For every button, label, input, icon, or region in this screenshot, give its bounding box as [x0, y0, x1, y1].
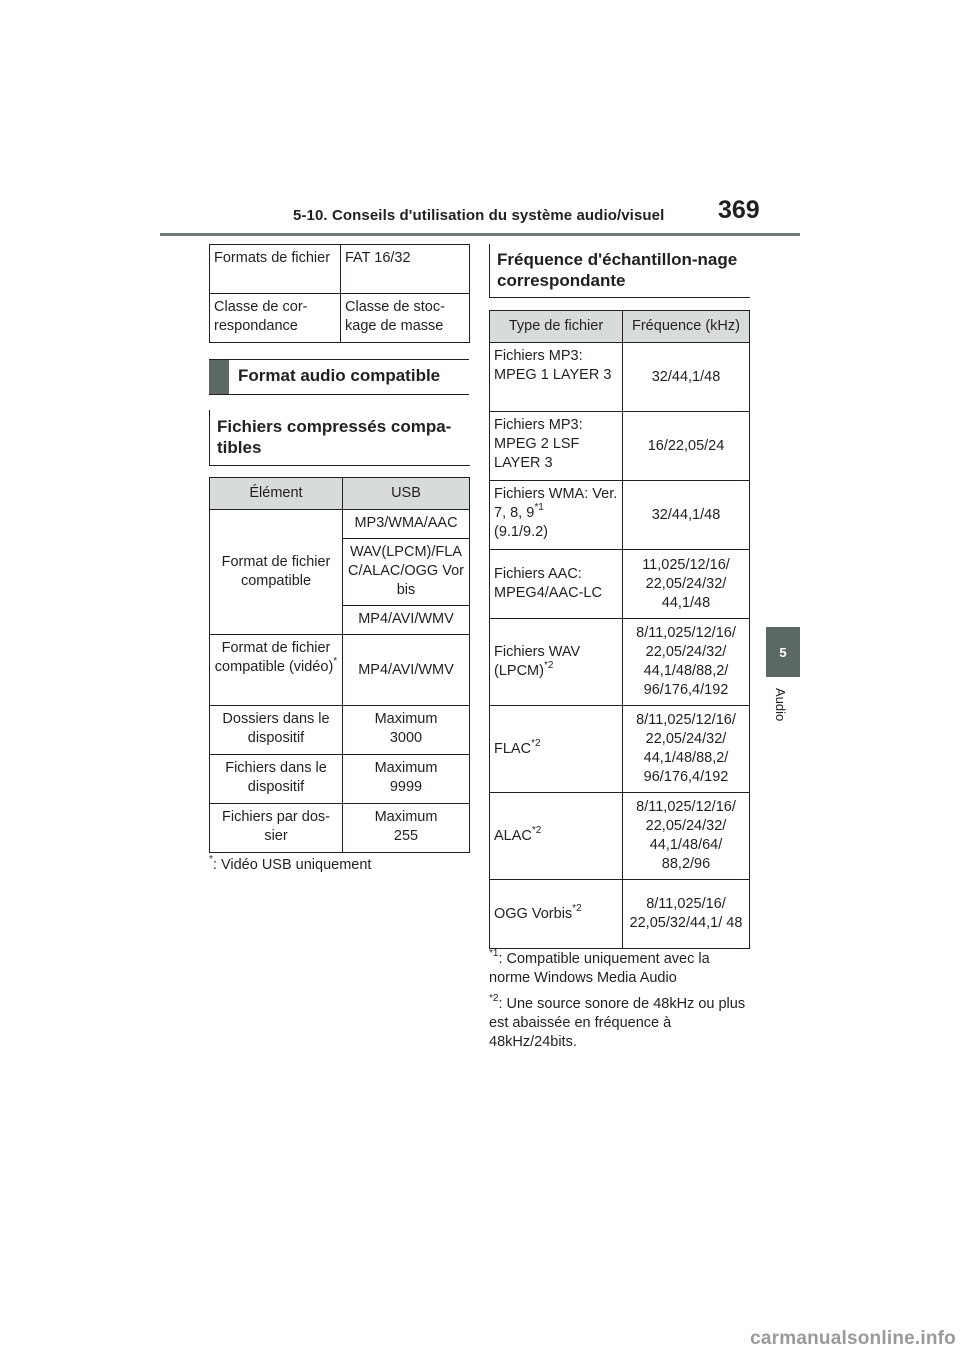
- subsection-heading: [489, 244, 750, 298]
- footnote-mark: *2: [531, 824, 542, 836]
- footnote-text: : Une source sonore de 48kHz ou plus est abaissée en fréquence à 48kHz/24bits.: [489, 996, 746, 1050]
- filesystem-table: [209, 244, 470, 343]
- footnote-mark: *1: [489, 948, 499, 960]
- chapter-tab: 5: [766, 627, 800, 677]
- table-cell-type: Fichiers MP3: MPEG 2 LSF LAYER 3: [490, 412, 623, 481]
- section-heading: [209, 359, 469, 395]
- table-cell-type: Fichiers AAC: MPEG4/AAC-LC: [490, 550, 623, 619]
- table-cell-label: [210, 635, 343, 706]
- table-cell-value: Classe de stoc-kage de masse: [341, 294, 470, 343]
- section-heading-text: Format audio compatible: [238, 366, 441, 385]
- table-cell-value: FAT 16/32: [341, 245, 470, 294]
- file-type-suffix: (9.1/9.2): [494, 524, 548, 540]
- table-cell-frequency: 32/44,1/48: [623, 481, 750, 550]
- footnote-mark: *2: [489, 993, 499, 1005]
- table-header-cell: USB: [343, 478, 470, 510]
- table-cell-type: Fichiers MP3: MPEG 1 LAYER 3: [490, 343, 623, 412]
- footnote-text: : Compatible uniquement avec la norme Windows Media Audio: [489, 951, 710, 986]
- file-type-text: Fichiers WMA: Ver. 7, 8, 9: [494, 486, 618, 521]
- table-cell-value: WAV(LPCM)/FLAC/ALAC/OGG Vorbis: [343, 539, 470, 606]
- table-row: [210, 510, 470, 539]
- table-cell-frequency: 8/11,025/12/16/ 22,05/24/32/ 44,1/48/88,2/ 96/176,4/192: [623, 619, 750, 706]
- table-cell-value: MP4/AVI/WMV: [343, 606, 470, 635]
- table-header-cell: Élément: [210, 478, 343, 510]
- subsection-heading-text: Fichiers compressés compa-tibles: [217, 417, 452, 457]
- table-row: [490, 343, 750, 412]
- footnote: [489, 950, 754, 988]
- table-cell-value: MP3/WMA/AAC: [343, 510, 470, 539]
- watermark-logo: carmanualsonline.info: [750, 1328, 956, 1349]
- table-row: [210, 755, 470, 804]
- subsection-heading: [209, 410, 470, 466]
- header-divider: [160, 233, 800, 236]
- table-row: [490, 706, 750, 793]
- page-number: 369: [718, 196, 760, 224]
- table-row: [210, 635, 470, 706]
- table-cell-value: MP4/AVI/WMV: [343, 635, 470, 706]
- table-cell-label: Dossiers dans le dispositif: [210, 706, 343, 755]
- footnote-mark: *2: [531, 737, 541, 749]
- table-row: [210, 245, 470, 294]
- table-cell-type: [490, 619, 623, 706]
- section-heading-bar: [209, 360, 229, 394]
- table-cell-type: [490, 880, 623, 949]
- table-cell-type: [490, 481, 623, 550]
- video-format-label: Format de fichier compatible (vidéo): [214, 640, 334, 675]
- footnote-text: : Vidéo USB uniquement: [212, 857, 372, 873]
- table-cell-frequency: 11,025/12/16/ 22,05/24/32/ 44,1/48: [623, 550, 750, 619]
- table-row: [490, 619, 750, 706]
- subsection-heading-text: Fréquence d'échantillon-nage correspondante: [497, 250, 738, 290]
- footnote: [489, 995, 754, 1052]
- table-cell-frequency: 16/22,05/24: [623, 412, 750, 481]
- footnote-mark: *2: [543, 660, 554, 672]
- table-cell-label: Formats de fichier: [210, 245, 341, 294]
- table-cell-value: Maximum 9999: [343, 755, 470, 804]
- table-cell-label: Format de fichier compatible: [210, 510, 343, 635]
- table-row: [490, 550, 750, 619]
- file-type-text: ALAC: [494, 827, 532, 844]
- table-cell-value: Maximum 255: [343, 804, 470, 853]
- table-cell-label: Fichiers dans le dispositif: [210, 755, 343, 804]
- table-row: [210, 294, 470, 343]
- table-row: [210, 804, 470, 853]
- file-type-text: Fichiers WAV (LPCM): [494, 644, 581, 679]
- footnote-mark: *1: [534, 502, 544, 514]
- table-cell-frequency: 32/44,1/48: [623, 343, 750, 412]
- table-cell-value: Maximum 3000: [343, 706, 470, 755]
- table-row: [490, 412, 750, 481]
- table-cell-label: Classe de cor-respondance: [210, 294, 341, 343]
- table-cell-type: [490, 706, 623, 793]
- file-type-text: OGG Vorbis: [494, 905, 573, 922]
- table-header-cell: Type de fichier: [490, 311, 623, 343]
- table-row: [490, 481, 750, 550]
- chapter-label: Audio: [773, 688, 788, 722]
- table-cell-label: Fichiers par dos-sier: [210, 804, 343, 853]
- file-type-text: FLAC: [494, 740, 532, 757]
- table-header-row: [210, 478, 470, 510]
- table-cell-frequency: 8/11,025/12/16/ 22,05/24/32/ 44,1/48/64/ 88,2/96: [623, 793, 750, 880]
- table-row: [210, 706, 470, 755]
- footnote-mark: *: [333, 656, 338, 668]
- table-header-cell: Fréquence (kHz): [623, 311, 750, 343]
- section-title: 5-10. Conseils d'utilisation du système audio/visuel: [293, 207, 665, 224]
- table-header-row: [490, 311, 750, 343]
- table-cell-frequency: 8/11,025/12/16/ 22,05/24/32/ 44,1/48/88,2/ 96/176,4/192: [623, 706, 750, 793]
- footnote-mark: *2: [572, 902, 582, 914]
- compat-table: [209, 477, 470, 853]
- table-cell-type: [490, 793, 623, 880]
- footnote-mark: *: [209, 854, 213, 866]
- footnote: [209, 856, 371, 875]
- sample-rate-table: [489, 310, 750, 949]
- table-row: [490, 793, 750, 880]
- table-cell-frequency: 8/11,025/16/ 22,05/32/44,1/ 48: [623, 880, 750, 949]
- table-row: [490, 880, 750, 949]
